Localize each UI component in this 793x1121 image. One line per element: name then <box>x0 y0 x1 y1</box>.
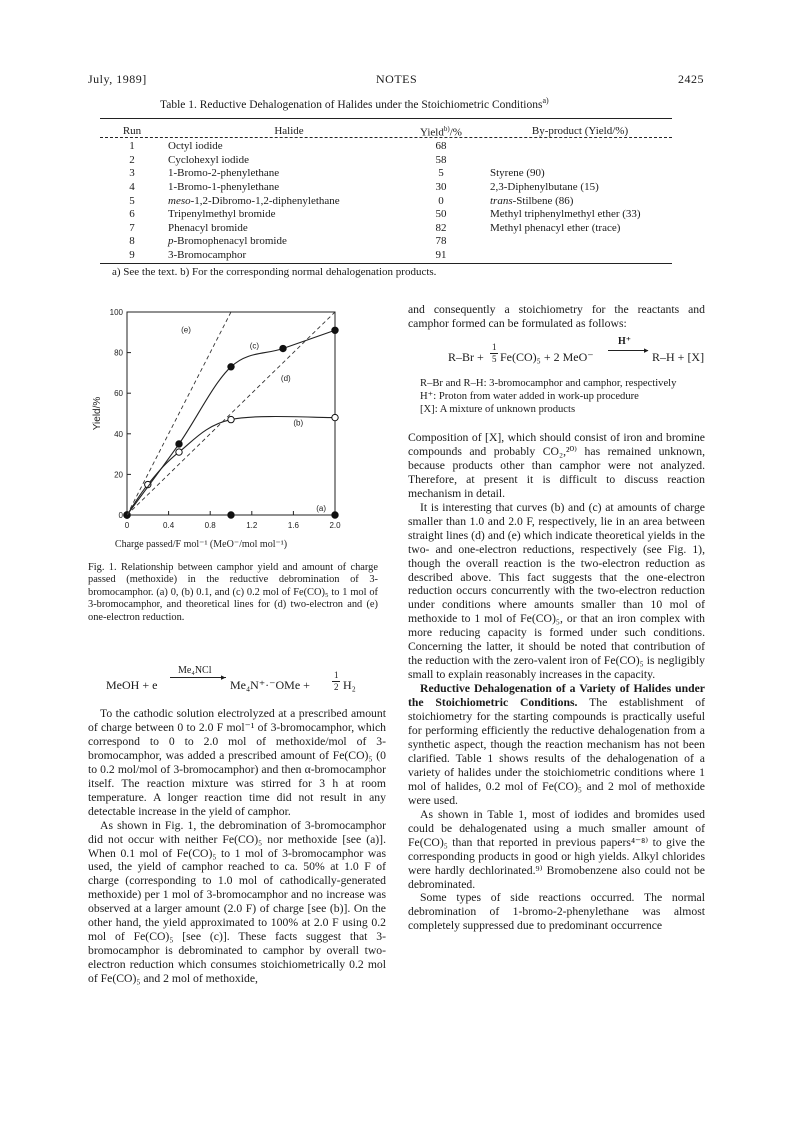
x-tick-label: 0 <box>124 521 130 530</box>
y-tick-label: 40 <box>114 429 123 439</box>
right-column-text: Composition of [X], which should consist of iron and bromine compounds and probably CO₂,²⁰⁾ has remained unknown, because products other than camphor were not analyzed. Therefore, at present it is difficult to discuss reaction mechanism in detail. It is interesting that curves (b) and (c) at amounts of charge smaller than 1.0 and 2.0 F, respectively, lie in an area between straight lines (d) and (e) which indicate theoretical yields in the two- and one-electron reductions, respectively (see Fig. 1), though the overall reaction is the two-electron reduction as described above. This fact suggests that the one-electron reduction occurs concurrently with the two-electron reduction under conditions where amounts smaller than 10 mol of methoxide to 1 mol of Fe(CO)₅, or that an iron complex with more reducing capacity is formed under such conditions. Concerning the latter, it should be noted that contribution of the reduction with the zero-valent iron of Fe(CO)₅ is negligibly small to explain reasonably increases in the capacity. Reductive Dehalogenation of a Variety of Halides under the Stoichiometric Conditions. The establishment of stoichiometry for the starting compounds is practically useful for performing efficiently the reductive dehalogenation from a synthetic aspect, though the reaction mechanism has not been clarified. Table 1 shows results of the dehalogenation of a variety of halides under the stoichiometric conditions where 1 mol of halides, 0.2 mol of Fe(CO)₅ and 2 mol of methoxide were used. As shown in Table 1, most of iodides and bromides used could be dehalogenated using a much smaller amount of Fe(CO)₅ than that reported in previous papers⁴⁻⁸⁾ to give the corresponding products in good or high yields. Alkyl chlorides were hardly dechlorinated.⁹⁾ Bromobenzene also could not be debrominated. Some types of side reactions occurred. The normal debromination of 1-bromo-2-phenylethane was almost completely suppressed due to predominant occurrence <box>408 431 706 933</box>
table-row <box>100 249 670 263</box>
running-header-left: July, 1989] <box>88 72 147 86</box>
stoichiometry-equation: R–Br + 1 5 Fe(CO)₅ + 2 MeO⁻ H⁺ ▸ R–H + [X] <box>448 336 705 364</box>
cell-halide: 1-Bromo-1-phenylethane <box>168 181 280 194</box>
series-label: (d) <box>280 374 291 384</box>
data-point <box>228 364 234 370</box>
y-tick-label: 80 <box>114 348 123 358</box>
cell-run: 6 <box>129 208 135 221</box>
col-byproduct: By-product (Yield/%) <box>531 124 629 137</box>
y-tick-label: 0 <box>118 511 123 520</box>
cell-yield: 82 <box>435 221 447 234</box>
y-tick-label: 100 <box>109 308 123 317</box>
table-row <box>100 195 670 209</box>
cell-yield: 68 <box>435 140 447 153</box>
cell-byproduct <box>472 154 670 168</box>
table-row <box>100 154 670 168</box>
cell-run: 8 <box>129 235 135 248</box>
cell-halide: Octyl iodide <box>168 140 223 153</box>
table-row <box>100 222 670 236</box>
figure-caption: Fig. 1. Relationship between camphor yield and amount of charge passed (methoxide) in the reductive debromination of 3-bromocamphor. (a) 0, (b) 0.1, and (c) 0.2 mol of Fe(CO)₅ to 1 mol of 3-bromocamphor, and theoretical lines for (d) two-electron and (e) one-electron reduction. <box>88 562 378 623</box>
data-point <box>332 512 338 518</box>
cell-yield: 50 <box>435 208 447 221</box>
cell-halide: Cyclohexyl iodide <box>168 153 249 166</box>
cell-byproduct: 2,3-Diphenylbutane (15) <box>490 181 599 194</box>
col-halide: Halide <box>274 124 304 137</box>
table-row <box>100 167 670 181</box>
data-point <box>332 327 338 333</box>
table-row <box>100 181 670 195</box>
cell-byproduct: trans-Stilbene (86) <box>490 194 574 207</box>
cell-byproduct: Methyl phenacyl ether (trace) <box>490 221 621 234</box>
page-number: 2425 <box>678 72 704 86</box>
cell-yield: 30 <box>435 181 447 194</box>
cell-yield: 0 <box>438 194 444 207</box>
cell-halide: 1-Bromo-2-phenylethane <box>168 167 280 180</box>
cell-byproduct: Methyl triphenylmethyl ether (33) <box>490 208 641 221</box>
series-label: (a) <box>316 503 327 513</box>
data-point <box>332 414 338 420</box>
table-row <box>100 208 670 222</box>
data-point <box>176 441 182 447</box>
x-tick-label: 0.4 <box>163 521 175 530</box>
cell-halide: Phenacyl bromide <box>168 221 248 234</box>
data-point <box>280 345 286 351</box>
x-tick-label: 0.8 <box>204 521 216 530</box>
cell-halide: 3-Bromocamphor <box>168 249 247 261</box>
x-tick-label: 2.0 <box>329 521 341 530</box>
cell-byproduct <box>472 235 670 249</box>
cell-run: 3 <box>129 167 135 180</box>
y-axis-label: Yield/% <box>92 396 103 431</box>
cell-halide: Tripenylmethyl bromide <box>168 208 276 221</box>
methoxide-equation: MeOH + e Me₄NCl ▸ Me₄N⁺·⁻OMe + 1 2 H₂ <box>106 665 356 692</box>
cell-run: 5 <box>129 194 135 207</box>
cell-run: 1 <box>129 140 135 153</box>
y-tick-label: 20 <box>114 470 123 480</box>
figure-1-chart <box>92 300 362 560</box>
table-1 <box>100 123 670 263</box>
series-label: (b) <box>293 418 304 428</box>
table-footnote: a) See the text. b) For the corresponding normal dehalogenation products. <box>112 266 437 278</box>
cell-yield: 78 <box>435 235 447 248</box>
x-axis-label: Charge passed/F mol⁻¹ (MeO⁻/mol mol⁻¹) <box>114 539 288 550</box>
cell-byproduct <box>472 140 670 154</box>
table-row <box>100 140 670 154</box>
cell-run: 9 <box>129 249 135 261</box>
cell-run: 4 <box>129 181 135 194</box>
cell-run: 2 <box>129 153 135 166</box>
table-header-row <box>100 123 670 140</box>
table-caption: Table 1. Reductive Dehalogenation of Halides under the Stoichiometric Conditions$^{a)}$ <box>160 96 549 111</box>
cell-byproduct: Styrene (90) <box>490 167 545 180</box>
cell-halide: meso-1,2-Dibromo-1,2-diphenylethane <box>168 194 340 207</box>
cell-yield: 91 <box>435 249 447 261</box>
theory-line <box>127 312 231 515</box>
paragraph: To the cathodic solution electrolyzed at a prescribed amount of charge between 0 to 2.0 F mol⁻¹ of 3-bromocamphor, which correspond to 0 to 2.0 mol of methoxide/mol of 3-bromocamphor, was added a prescribed amount of Fe(CO)₅ (0 to 0.2 mol/mol of 3-bromocamphor) and then α-bromocamphor itself. The reaction mixture was stirred for 3 h at room temperature. A longer reaction time did not result in any detectable increase in the yield of camphor. <box>88 707 386 818</box>
running-header-center: NOTES <box>376 72 418 86</box>
paragraph: As shown in Fig. 1, the debromination of 3-bromocamphor did not occur with neither Fe(CO)₅ nor methoxide [see (a)]. When 0.1 mol of Fe(CO)₅ to 1 mol of 3-bromocamphor was used, the yield of camphor reached to ca. 50% at 1.0 F of charge (corresponding to 1.0 mol of cathodically-generated methoxide) per 1 mol of 3-bromocamphor and no increase was observed at a larger amount (2.0 F) of charge [see (b)]. On the other hand, the yield approximated to 100% at 2.0 F using 0.2 mol of Fe(CO)₅ [see (c)]. These facts suggest that 3-bromocamphor is debrominated to camphor by overall two-electron reduction which consumes stoichiometrically 0.2 mol of Fe(CO)₅ and 2 mol of methoxide, <box>88 818 386 986</box>
series-curve <box>127 416 335 515</box>
cell-byproduct <box>472 249 670 263</box>
data-point <box>176 449 182 455</box>
right-intro: and consequently a stoichiometry for the reactants and camphor formed can be formulated as follows: <box>408 303 705 330</box>
cell-run: 7 <box>129 221 135 234</box>
x-tick-label: 1.2 <box>246 521 258 530</box>
table-row <box>100 235 670 249</box>
x-tick-label: 1.6 <box>287 521 299 530</box>
series-label: (c) <box>249 341 260 351</box>
data-point <box>228 512 234 518</box>
cell-halide: p-Bromophenacyl bromide <box>168 235 287 248</box>
data-point <box>228 416 234 422</box>
col-yield: Yield$^{b)}$/% <box>420 125 462 139</box>
col-run: Run <box>122 124 142 137</box>
left-column-text <box>88 707 386 986</box>
equation-notes: R–Br and R–H: 3-bromocamphor and camphor, respectively H⁺: Proton from water added in work-up procedure [X]: A mixture of unknown products <box>420 378 677 415</box>
theory-line <box>127 312 335 515</box>
cell-yield: 58 <box>435 153 447 166</box>
y-tick-label: 60 <box>114 389 123 399</box>
series-label: (e) <box>181 325 191 335</box>
cell-yield: 5 <box>438 167 444 180</box>
